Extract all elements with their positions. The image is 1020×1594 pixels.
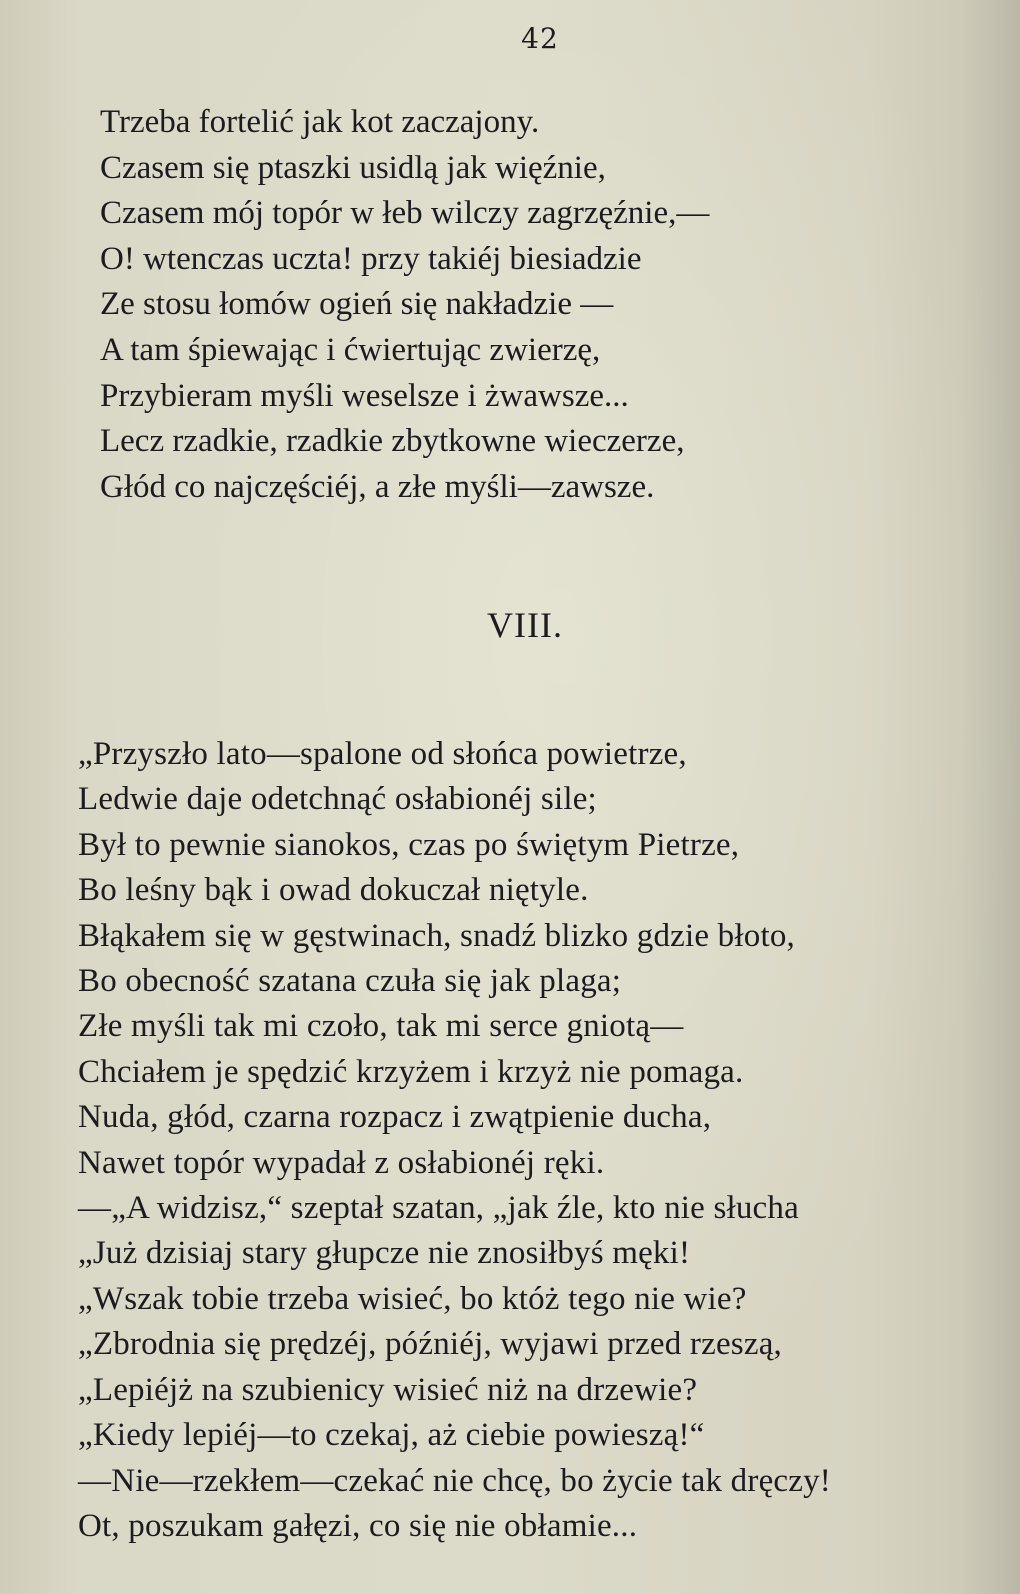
section-heading: VIII. xyxy=(487,605,563,645)
verse-line: Był to pewnie sianokos, czas po świętym Pietrze, xyxy=(78,826,740,863)
verse-line: Ot, poszukam gałęzi, co się nie obłamie... xyxy=(78,1507,638,1544)
stanza-2 xyxy=(78,732,831,1549)
verse-line: Bo leśny bąk i owad dokuczał niętyle. xyxy=(78,872,589,909)
page-number: 42 xyxy=(521,22,559,55)
verse-line: Przybieram myśli weselsze i żwawsze... xyxy=(100,377,629,414)
verse-line: Złe myśli tak mi czoło, tak mi serce gniotą— xyxy=(78,1008,684,1045)
verse-line: „Kiedy lepiéj—to czekaj, aż ciebie powieszą!“ xyxy=(78,1417,705,1454)
verse-line: Głód co najczęściéj, a złe myśli—zawsze. xyxy=(100,468,655,505)
verse-line: Trzeba fortelić jak kot zaczajony. xyxy=(100,104,540,140)
verse-line: Czasem mój topór w łeb wilczy zagrzęźnie,— xyxy=(100,195,710,232)
verse-line: Czasem się ptaszki usidlą jak więźnie, xyxy=(100,149,606,186)
verse-line: A tam śpiewając i ćwiertując zwierzę, xyxy=(100,331,601,368)
verse-line: Błąkałem się w gęstwinach, snadź blizko gdzie błoto, xyxy=(78,917,795,954)
verse-line: Nuda, głód, czarna rozpacz i zwątpienie ducha, xyxy=(78,1099,712,1136)
verse-line: Chciałem je spędzić krzyżem i krzyż nie pomaga. xyxy=(78,1053,744,1090)
verse-line: Bo obecność szatana czuła się jak plaga; xyxy=(78,963,622,1000)
verse-line: —Nie—rzekłem—czekać nie chcę, bo życie tak dręczy! xyxy=(78,1462,831,1499)
verse-line: —„A widzisz,“ szeptał szatan, „jak źle, kto nie słucha xyxy=(78,1190,799,1227)
verse-line: Ze stosu łomów ogień się nakładzie — xyxy=(100,286,614,323)
verse-line: „Lepiéjż na szubienicy wisieć niż na drzewie? xyxy=(78,1371,698,1408)
verse-line: O! wtenczas uczta! przy takiéj biesiadzie xyxy=(100,240,642,277)
verse-line: „Przyszło lato—spalone od słońca powietrze, xyxy=(78,736,687,772)
verse-line: „Wszak tobie trzeba wisieć, bo któż tego nie wie? xyxy=(78,1280,747,1317)
verse-line: Lecz rzadkie, rzadkie zbytkowne wieczerze, xyxy=(100,423,685,460)
verse-line: „Zbrodnia się prędzéj, późniéj, wyjawi przed rzeszą, xyxy=(78,1326,782,1363)
verse-line: Nawet topór wypadał z osłabionéj ręki. xyxy=(78,1144,605,1181)
verse-line: Ledwie daje odetchnąć osłabionéj sile; xyxy=(78,781,597,818)
stanza-1 xyxy=(100,100,709,510)
verse-line: „Już dzisiaj stary głupcze nie znosiłbyś męki! xyxy=(78,1235,691,1272)
